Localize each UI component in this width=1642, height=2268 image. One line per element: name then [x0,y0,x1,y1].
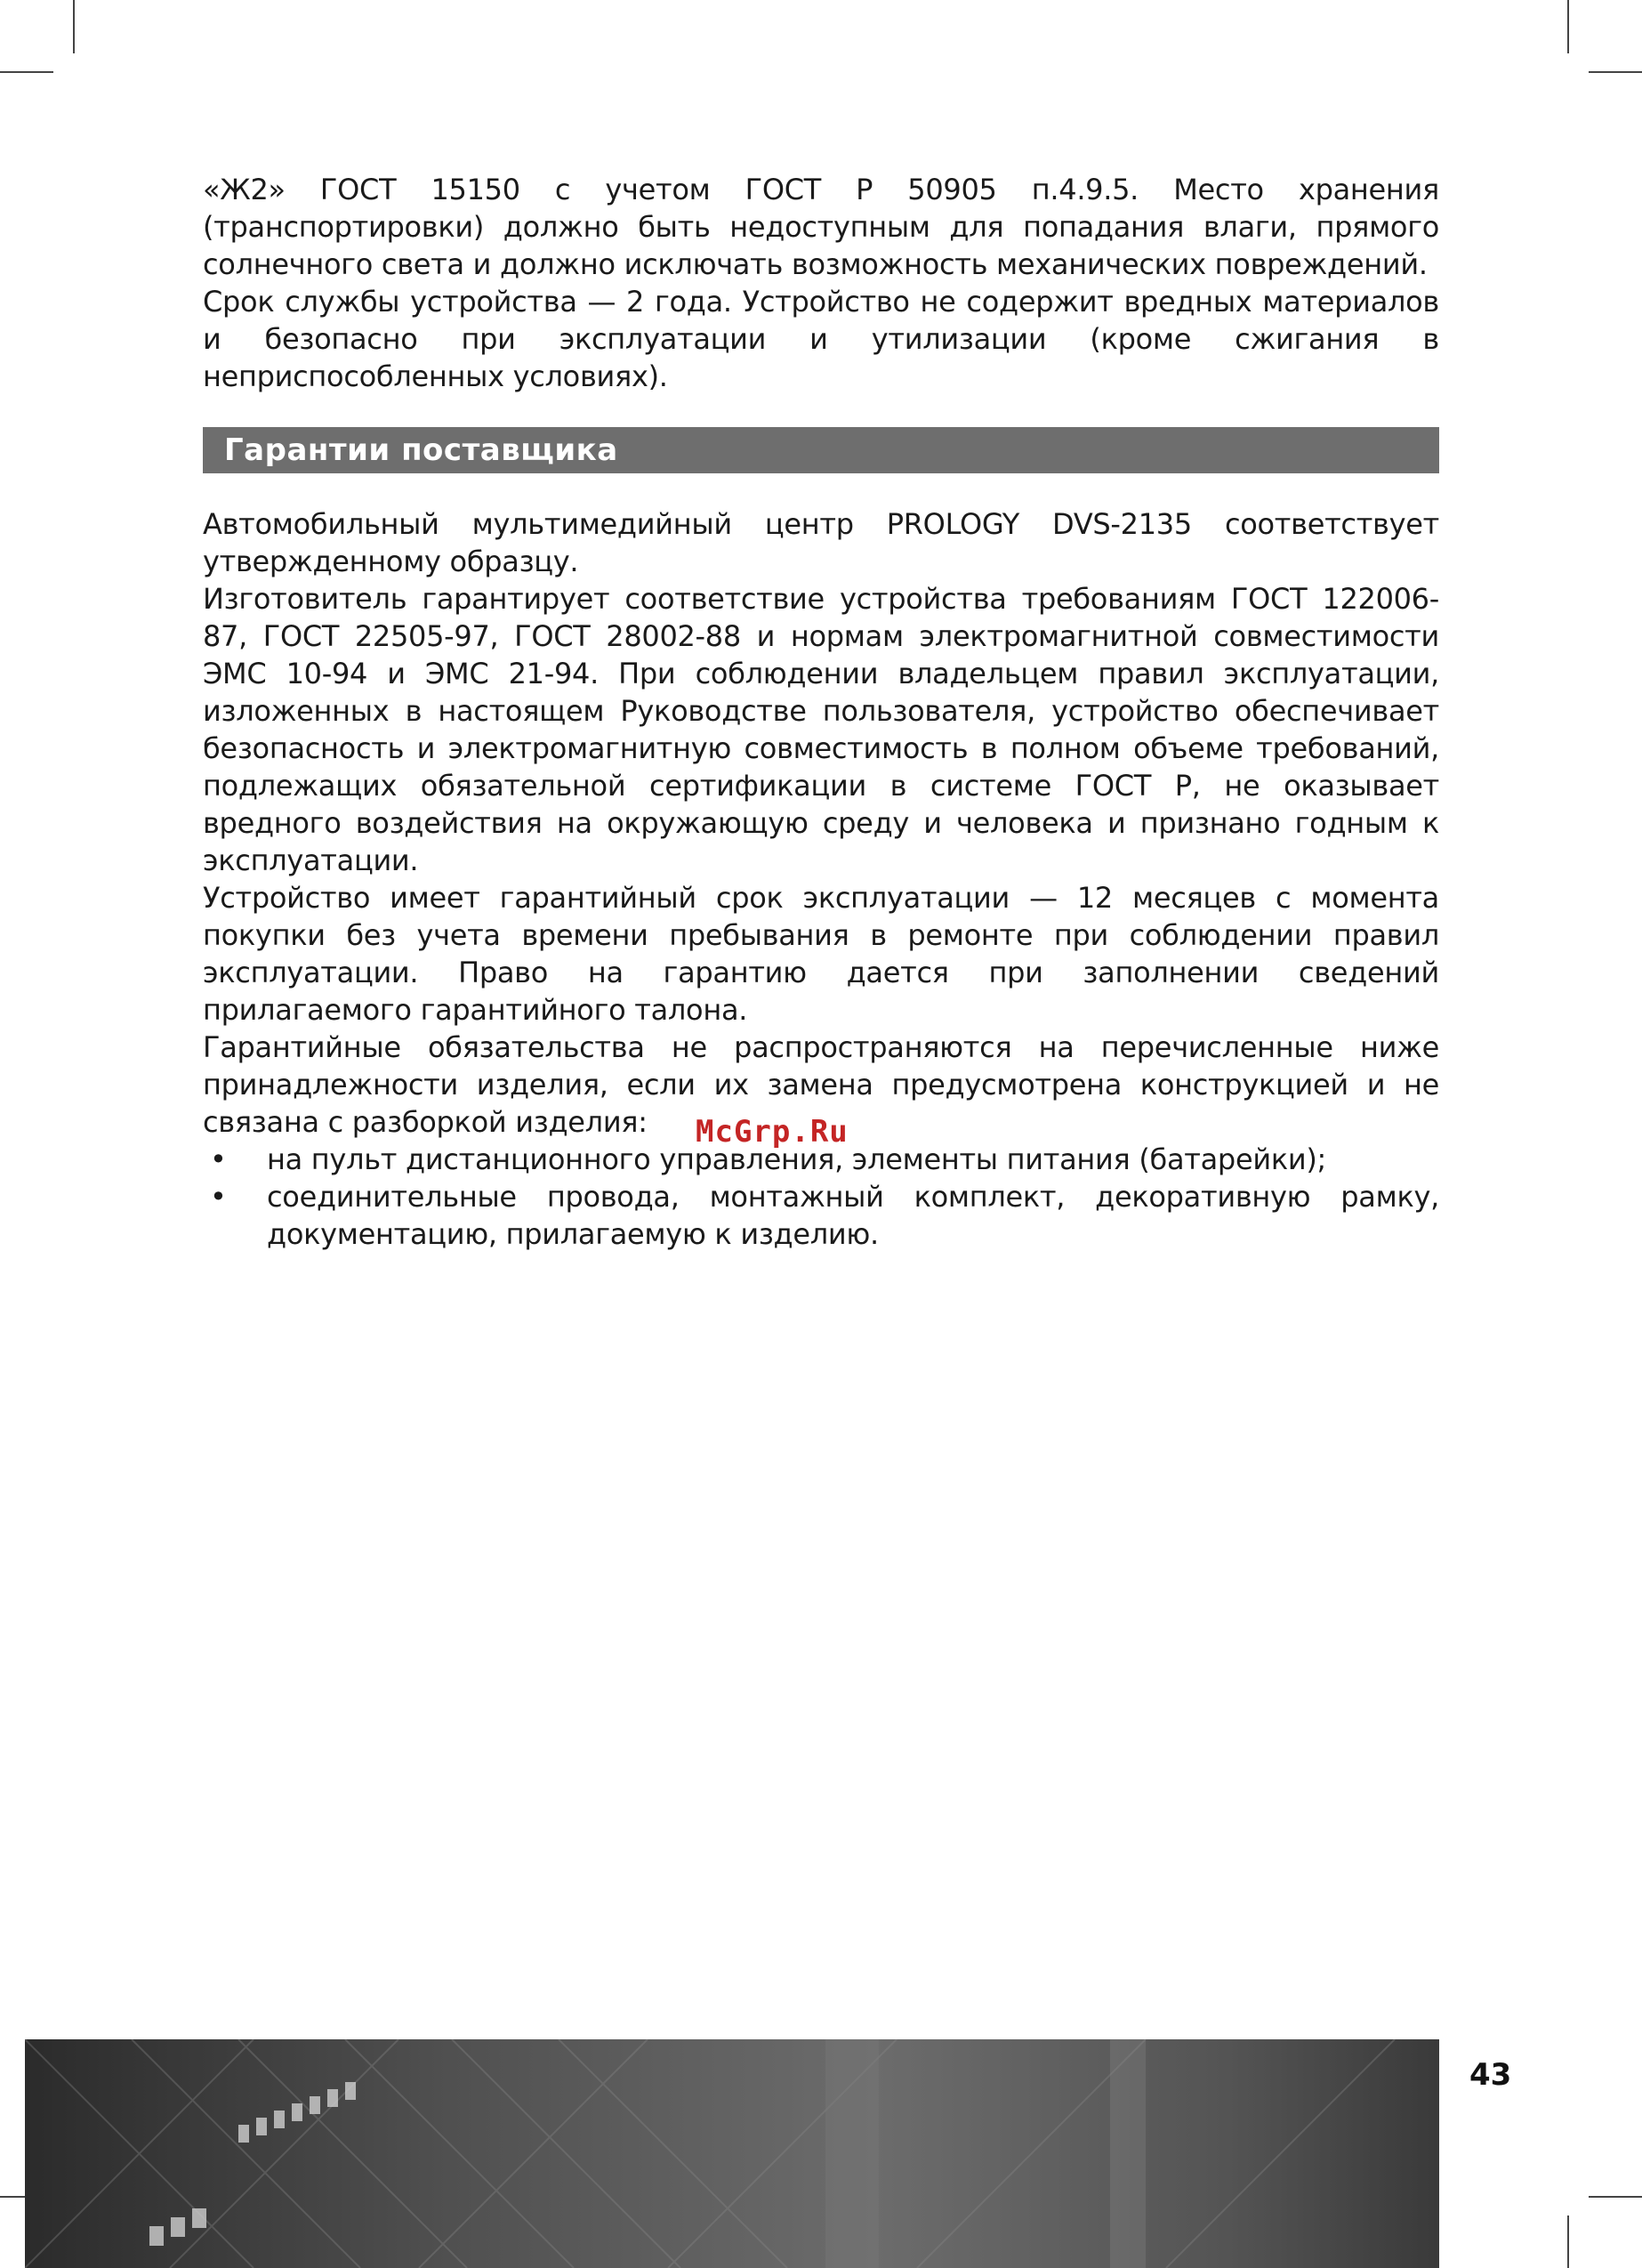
crop-mark-bottom-right-h [1589,2196,1642,2198]
warranty-period-paragraph: Устройство имеет гарантийный срок эксплуатации — 12 месяцев с момента покупки без учета времени пребывания в ремонте при соблюдении правил эксплуатации. Право на гарантию дается при заполнении сведений прилагаемого гарантийного талона. [203,881,1439,1027]
intro-text-block [203,171,1439,395]
manufacturer-guarantee-paragraph: Изготовитель гарантирует соответствие устройства требованиям ГОСТ 122006-87, ГОСТ 22505-97, ГОСТ 28002-88 и нормам электромагнитной совместимости ЭМС 10-94 и ЭМС 21-94. При соблюдении владельцем правил эксплуатации, изложенных в настоящем Руководстве пользователя, устройство обеспечивает безопасность и электромагнитную совместимость в полном объеме требований, подлежащих обязательной сертификации в системе ГОСТ Р, не оказывает вредного воздействия на окружающую среду и человека и признано годным к эксплуатации. [203,582,1439,877]
section-header: Гарантии поставщика [203,427,1439,473]
list-item-text: на пульт дистанционного управления, элементы питания (батарейки); [267,1142,1327,1176]
footer-decorative-band [25,2039,1439,2268]
list-item-text: соединительные провода, монтажный комплект, декоративную рамку, документацию, прилагаемую к изделию. [267,1180,1439,1251]
exclusions-list [203,1141,1439,1253]
compliance-paragraph: Автомобильный мультимедийный центр PROLOGY DVS-2135 соответствует утвержденному образцу. [203,507,1439,578]
exclusions-paragraph: Гарантийные обязательства не распространяются на перечисленные ниже принадлежности изделия, если их замена предусмотрена конструкцией и не связана с разборкой изделия: [203,1030,1439,1139]
bullet-icon: • [210,1180,227,1214]
crop-mark-top-left [73,0,75,53]
watermark: McGrp.Ru [696,1114,849,1150]
crop-mark-top-left-h [0,71,53,73]
page-number: 43 [1469,2057,1512,2093]
crop-mark-bottom-right [1567,2216,1569,2268]
list-item [203,1178,1439,1253]
crop-mark-top-right [1567,0,1569,53]
storage-paragraph: «Ж2» ГОСТ 15150 с учетом ГОСТ Р 50905 п.4.9.5. Место хранения (транспортировки) должно быть недоступным для попадания влаги, прямого солнечного света и должно исключать возможность механических повреждений. [203,173,1439,281]
bullet-icon: • [210,1142,227,1176]
service-life-paragraph: Срок службы устройства — 2 года. Устройство не содержит вредных материалов и безопасно при эксплуатации и утилизации (кроме сжигания в неприспособленных условиях). [203,285,1439,393]
footer-pattern-graphic [25,2039,1439,2268]
crop-mark-top-right-h [1589,71,1642,73]
